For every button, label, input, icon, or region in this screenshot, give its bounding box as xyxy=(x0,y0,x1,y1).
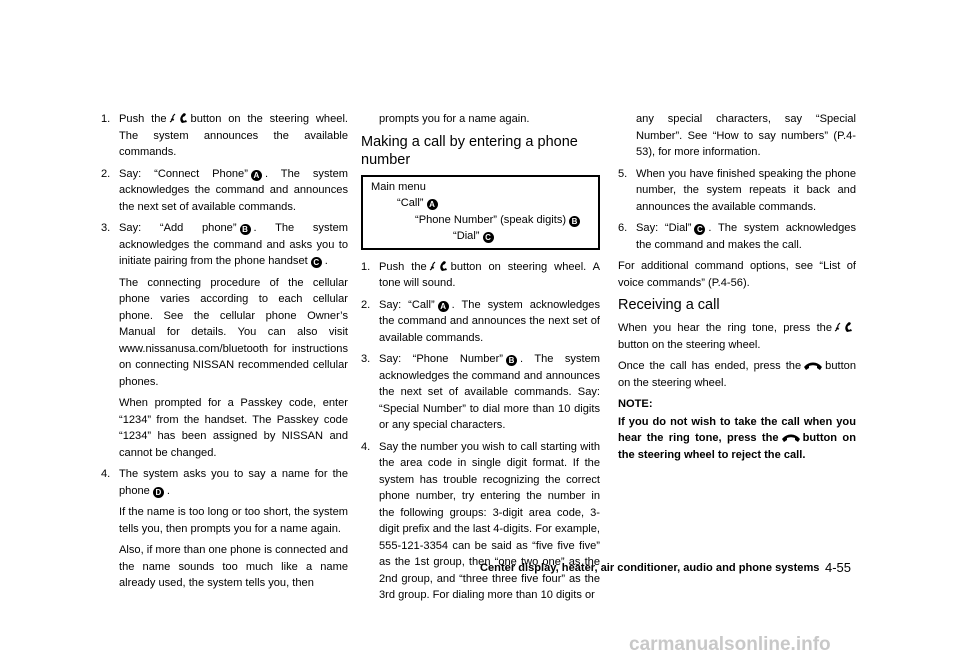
step-text: . The system acknowledges the command and makes the call. xyxy=(636,222,857,251)
menu-line: “Dial” C xyxy=(371,228,590,245)
step-text: . xyxy=(166,484,170,497)
step-item xyxy=(618,166,856,216)
body-paragraph: When you hear the ring tone, press thebutton on the steering wheel. xyxy=(618,320,856,353)
step-item xyxy=(101,466,348,592)
step-item xyxy=(101,111,348,161)
phone-talk-icon xyxy=(429,260,449,272)
step-number: 4. xyxy=(361,440,371,453)
step-paragraph: If the name is too long or too short, the system tells you, then prompts you for a name again. xyxy=(119,506,348,535)
voice-menu-box xyxy=(361,175,600,250)
step-number: 2. xyxy=(361,298,371,311)
phone-talk-icon xyxy=(169,112,189,124)
step-paragraph: Also, if more than one phone is connected and the name sounds too much like a name already used, the system tells you, then xyxy=(119,544,348,589)
step-text: Say: “Dial” xyxy=(636,222,692,234)
step-text: . xyxy=(324,255,328,267)
badge-c-icon: C xyxy=(694,224,705,235)
continued-text: prompts you for a name again. xyxy=(379,113,530,125)
step-text: Say the number you wish to call starting with the area code in single digit format. If the system has trouble recognizing the correct phone number, try entering the number in the following groups: 3-digit area code, 3-digit prefix and the last 4-digits. For example, 555-121-3354 can be said as “five five five” as the 1st group, then “one two one” as the 2nd group, and “three three five four” as the 3rd group. For dialing more than 10 digits or xyxy=(379,440,600,601)
step-text: Say: “Add phone” xyxy=(119,222,237,234)
badge-a-icon: A xyxy=(438,301,449,312)
badge-b-icon: B xyxy=(240,224,251,235)
step-text: Say: “Phone Number” xyxy=(379,353,503,365)
step-number: 3. xyxy=(361,353,371,365)
note-label: NOTE: xyxy=(618,398,653,410)
watermark: carmanualsonline.info xyxy=(629,634,831,655)
badge-a-icon: A xyxy=(251,170,262,181)
step-text: Push the xyxy=(119,113,167,125)
step-text: Say: “Call” xyxy=(379,298,435,311)
badge-c-icon: C xyxy=(311,257,322,268)
step-item xyxy=(618,220,856,253)
step-text: The system asks you to say a name for the phone xyxy=(119,468,348,497)
additional-text: For additional command options, see “List of voice commands” (P.4-56). xyxy=(618,260,856,289)
badge-b-icon: B xyxy=(569,216,580,227)
step-item xyxy=(361,297,600,347)
phone-talk-icon xyxy=(834,321,854,333)
badge-a-icon: A xyxy=(427,199,438,210)
badge-c-icon: C xyxy=(483,232,494,243)
page-number: 4-55 xyxy=(825,560,852,575)
column-right xyxy=(618,111,856,468)
section-heading: Receiving a call xyxy=(618,297,720,313)
step-text: Push the xyxy=(379,260,427,273)
step-number: 6. xyxy=(618,222,628,234)
section-heading: Making a call by entering a phone number xyxy=(361,133,578,168)
continued-text: any special characters, say “Special Number”. See “How to say numbers” (P.4-53), for more information. xyxy=(636,113,856,158)
body-paragraph: Once the call has ended, press the button on the steering wheel. xyxy=(618,360,856,389)
badge-b-icon: B xyxy=(506,355,517,366)
step-item xyxy=(361,259,600,292)
step-text: . The system acknowledges the command and announces the next set of available commands. Say: “Special Number” to dial more than 10 digits or any special characters. xyxy=(379,353,600,431)
section-footer: Center display, heater, air conditioner, audio and phone systems xyxy=(480,562,820,574)
phone-hangup-icon xyxy=(781,433,801,443)
step-item xyxy=(101,166,348,216)
step-item xyxy=(101,220,348,461)
step-paragraph: When prompted for a Passkey code, enter “1234” from the handset. The Passkey code “1234” has been assigned by NISSAN and cannot be changed. xyxy=(119,397,348,459)
step-number: 5. xyxy=(618,167,628,180)
phone-hangup-icon xyxy=(803,361,823,371)
step-text: . The system acknowledges the command and asks you to initiate pairing from the phone handset xyxy=(119,222,349,267)
step-number: 4. xyxy=(101,468,111,480)
step-paragraph: The connecting procedure of the cellular phone varies according to each cellular phone. See the cellular phone Owner’s Manual for details. You can also visit www.nissanusa.com/bluetooth for instructions on connecting NISSAN recommended cellular phones. xyxy=(119,276,348,388)
note-text: If you do not wish to take the call when you hear the ring tone, press the button on the steering wheel to reject the call. xyxy=(618,415,856,461)
column-left xyxy=(101,111,348,597)
step-number: 3. xyxy=(101,222,111,234)
step-text: button on the steering wheel. The system announces the available commands. xyxy=(119,113,348,158)
step-item xyxy=(361,351,600,434)
step-number: 1. xyxy=(101,113,111,125)
step-number: 1. xyxy=(361,260,371,273)
menu-line: “Call” A xyxy=(371,195,590,212)
step-text: . The system acknowledges the command and announces the next set of available commands. xyxy=(119,167,349,213)
menu-line: Main menu xyxy=(371,180,426,193)
menu-line: “Phone Number” (speak digits) B xyxy=(371,212,590,229)
step-text: Say: “Connect Phone” xyxy=(119,167,248,180)
step-text: . The system acknowledges the command and announces the next set of available commands. xyxy=(379,298,601,344)
badge-d-icon: D xyxy=(153,487,164,498)
step-number: 2. xyxy=(101,167,111,180)
step-item xyxy=(361,439,600,604)
step-text: button on steering wheel. A tone will sound. xyxy=(379,260,600,289)
column-middle xyxy=(361,111,600,609)
step-text: When you have finished speaking the phone number, the system repeats it back and announces the available commands. xyxy=(636,167,856,213)
